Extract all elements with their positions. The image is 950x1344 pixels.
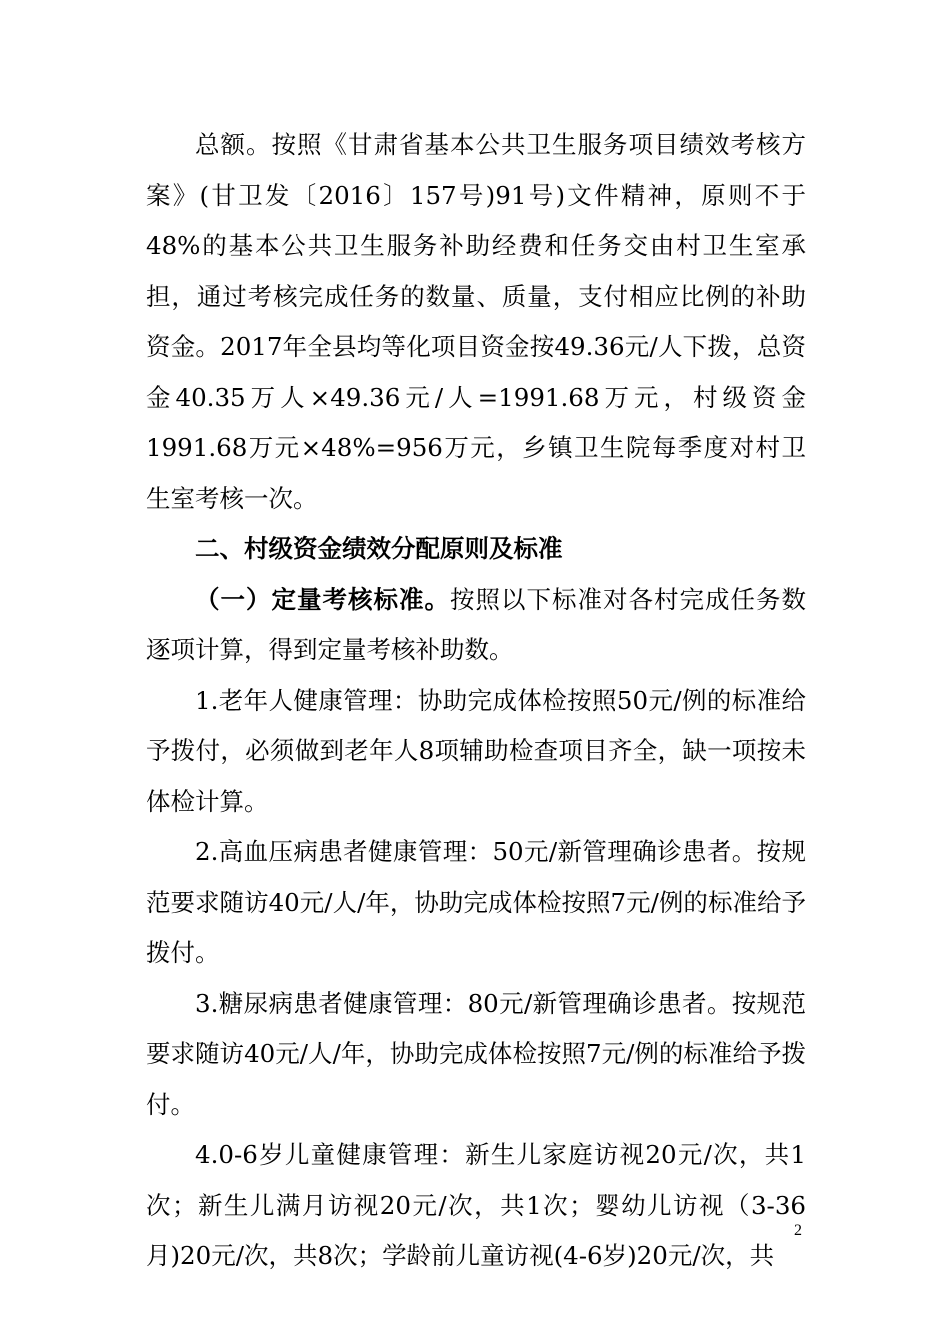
subsection-lead: （一）定量考核标准。 <box>195 584 450 614</box>
list-item-diabetes: 3.糖尿病患者健康管理：80元/新管理确诊患者。按规范要求随访40元/人/年，协助完成体检按照7元/例的标准给予拨付。 <box>146 988 806 1119</box>
body-text <box>146 120 806 1282</box>
page-number: 2 <box>794 1222 802 1239</box>
list-item-elderly: 1.老年人健康管理：协助完成体检按照50元/例的标准给予拨付，必须做到老年人8项辅助检查项目齐全，缺一项按未体检计算。 <box>146 685 806 816</box>
section-heading: 二、村级资金绩效分配原则及标准 <box>195 534 563 563</box>
list-item-hypertension: 2.高血压病患者健康管理：50元/新管理确诊患者。按规范要求随访40元/人/年，协助完成体检按照7元/例的标准给予拨付。 <box>146 837 806 967</box>
paragraph-funding-overview: 总额。按照《甘肃省基本公共卫生服务项目绩效考核方案》(甘卫发〔2016〕157号)91号)文件精神，原则不于48%的基本公共卫生服务补助经费和任务交由村卫生室承担，通过考核完成任务的数量、质量，支付相应比例的补助资金。2017年全县均等化项目资金按49.36元/人下拨，总资金40.35万人×49.36元/人=1991.68万元，村级资金1991.68万元×48%=956万元，乡镇卫生院每季度对村卫生室考核一次。 <box>146 130 806 513</box>
list-item-children: 4.0-6岁儿童健康管理：新生儿家庭访视20元/次，共1次；新生儿满月访视20元/次，共1次；婴幼儿访视（3-36月)20元/次，共8次；学龄前儿童访视(4-6岁)20元/次，共 <box>146 1140 806 1270</box>
paragraph-quantitative-standard <box>146 575 806 676</box>
subsection-body: 按照以下标准对各村完成任务数逐项计算，得到定量考核补助数。 <box>146 584 806 664</box>
